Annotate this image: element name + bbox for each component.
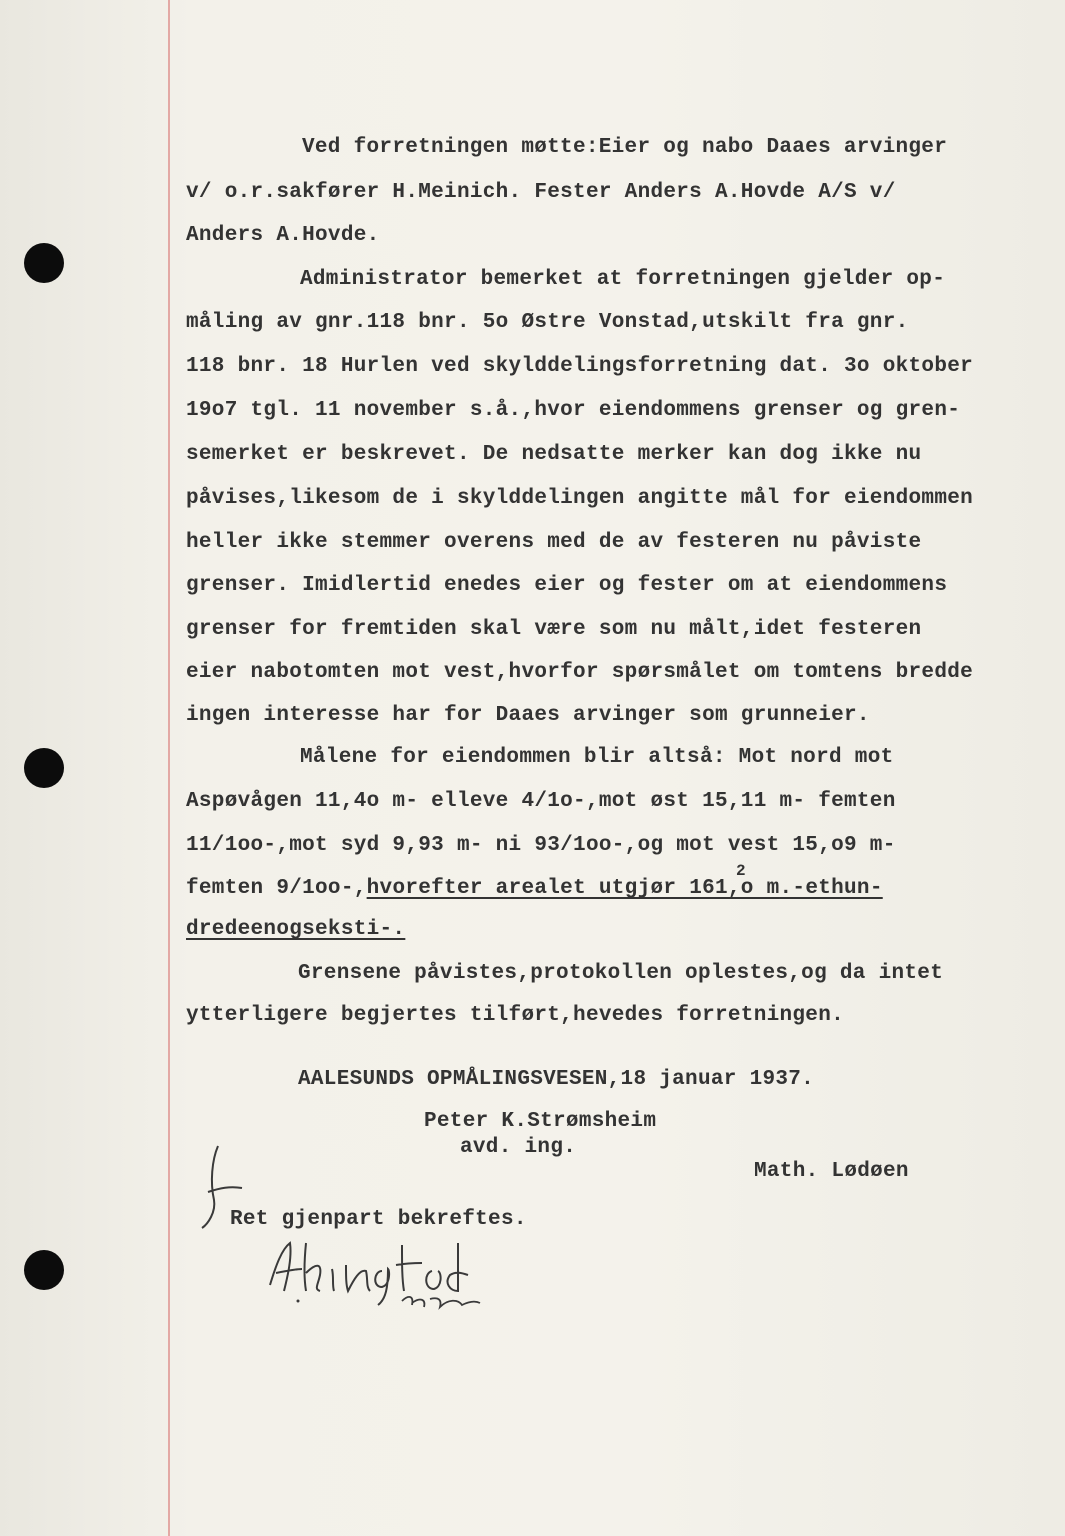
underlined-text: dredeenogseksti-.	[186, 918, 406, 941]
text-line: Ved forretningen møtte:Eier og nabo Daaes arvinger	[302, 136, 948, 159]
margin-line	[168, 0, 170, 1536]
underlined-text: .-ethun-	[779, 877, 883, 900]
text-line: grenser for fremtiden skal være som nu målt,idet festeren	[186, 618, 922, 641]
text-line: semerket er beskrevet. De nedsatte merker kan dog ikke nu	[186, 443, 922, 466]
punch-hole-icon	[24, 748, 64, 788]
text-line: v/ o.r.sakfører H.Meinich. Fester Anders A.Hovde A/S v/	[186, 181, 896, 204]
punch-hole-icon	[24, 243, 64, 283]
handwritten-mark-icon	[190, 1142, 250, 1232]
text-line: Ret gjenpart bekreftes.	[230, 1208, 527, 1231]
text-line: Anders A.Hovde.	[186, 224, 380, 247]
text-line	[186, 877, 883, 900]
superscript: 2	[736, 862, 746, 880]
text-line: Grensene påvistes,protokollen oplestes,og da intet	[298, 962, 944, 985]
text-line: heller ikke stemmer overens med de av festeren nu påviste	[186, 531, 922, 554]
text-line: måling av gnr.118 bnr. 5o Østre Vonstad,utskilt fra gnr.	[186, 311, 909, 334]
signature-icon	[262, 1235, 552, 1315]
text-line: 11/1oo-,mot syd 9,93 m- ni 93/1oo-,og mot vest 15,o9 m-	[186, 834, 896, 857]
punch-hole-icon	[24, 1250, 64, 1290]
text-line	[186, 918, 405, 941]
text-line: ytterligere begjertes tilført,hevedes forretningen.	[186, 1004, 845, 1027]
text-line: Administrator bemerket at forretningen gjelder op-	[300, 268, 946, 291]
text-line: 118 bnr. 18 Hurlen ved skylddelingsforretning dat. 3o oktober	[186, 355, 974, 378]
text-line: eier nabotomten mot vest,hvorfor spørsmålet om tomtens bredde	[186, 661, 974, 684]
text-line: Målene for eiendommen blir altså: Mot nord mot	[300, 746, 894, 769]
text-line: avd. ing.	[460, 1136, 577, 1159]
text-line: Aspøvågen 11,4o m- elleve 4/1o-,mot øst 15,11 m- femten	[186, 790, 896, 813]
text-line: 19o7 tgl. 11 november s.å.,hvor eiendommens grenser og gren-	[186, 399, 961, 422]
text-line: Peter K.Strømsheim	[424, 1110, 657, 1133]
text-line: påvises,likesom de i skylddelingen angitte mål for eiendommen	[186, 487, 974, 510]
text-segment: femten 9/1oo-,	[186, 877, 367, 900]
text-line: AALESUNDS OPMÅLINGSVESEN,18 januar 1937.	[298, 1068, 815, 1091]
text-line: grenser. Imidlertid enedes eier og fester om at eiendommens	[186, 574, 948, 597]
text-line: Math. Lødøen	[754, 1160, 909, 1183]
text-line: ingen interesse har for Daaes arvinger som grunneier.	[186, 704, 870, 727]
underlined-text: hvorefter arealet utgjør 161,o m	[366, 877, 780, 900]
